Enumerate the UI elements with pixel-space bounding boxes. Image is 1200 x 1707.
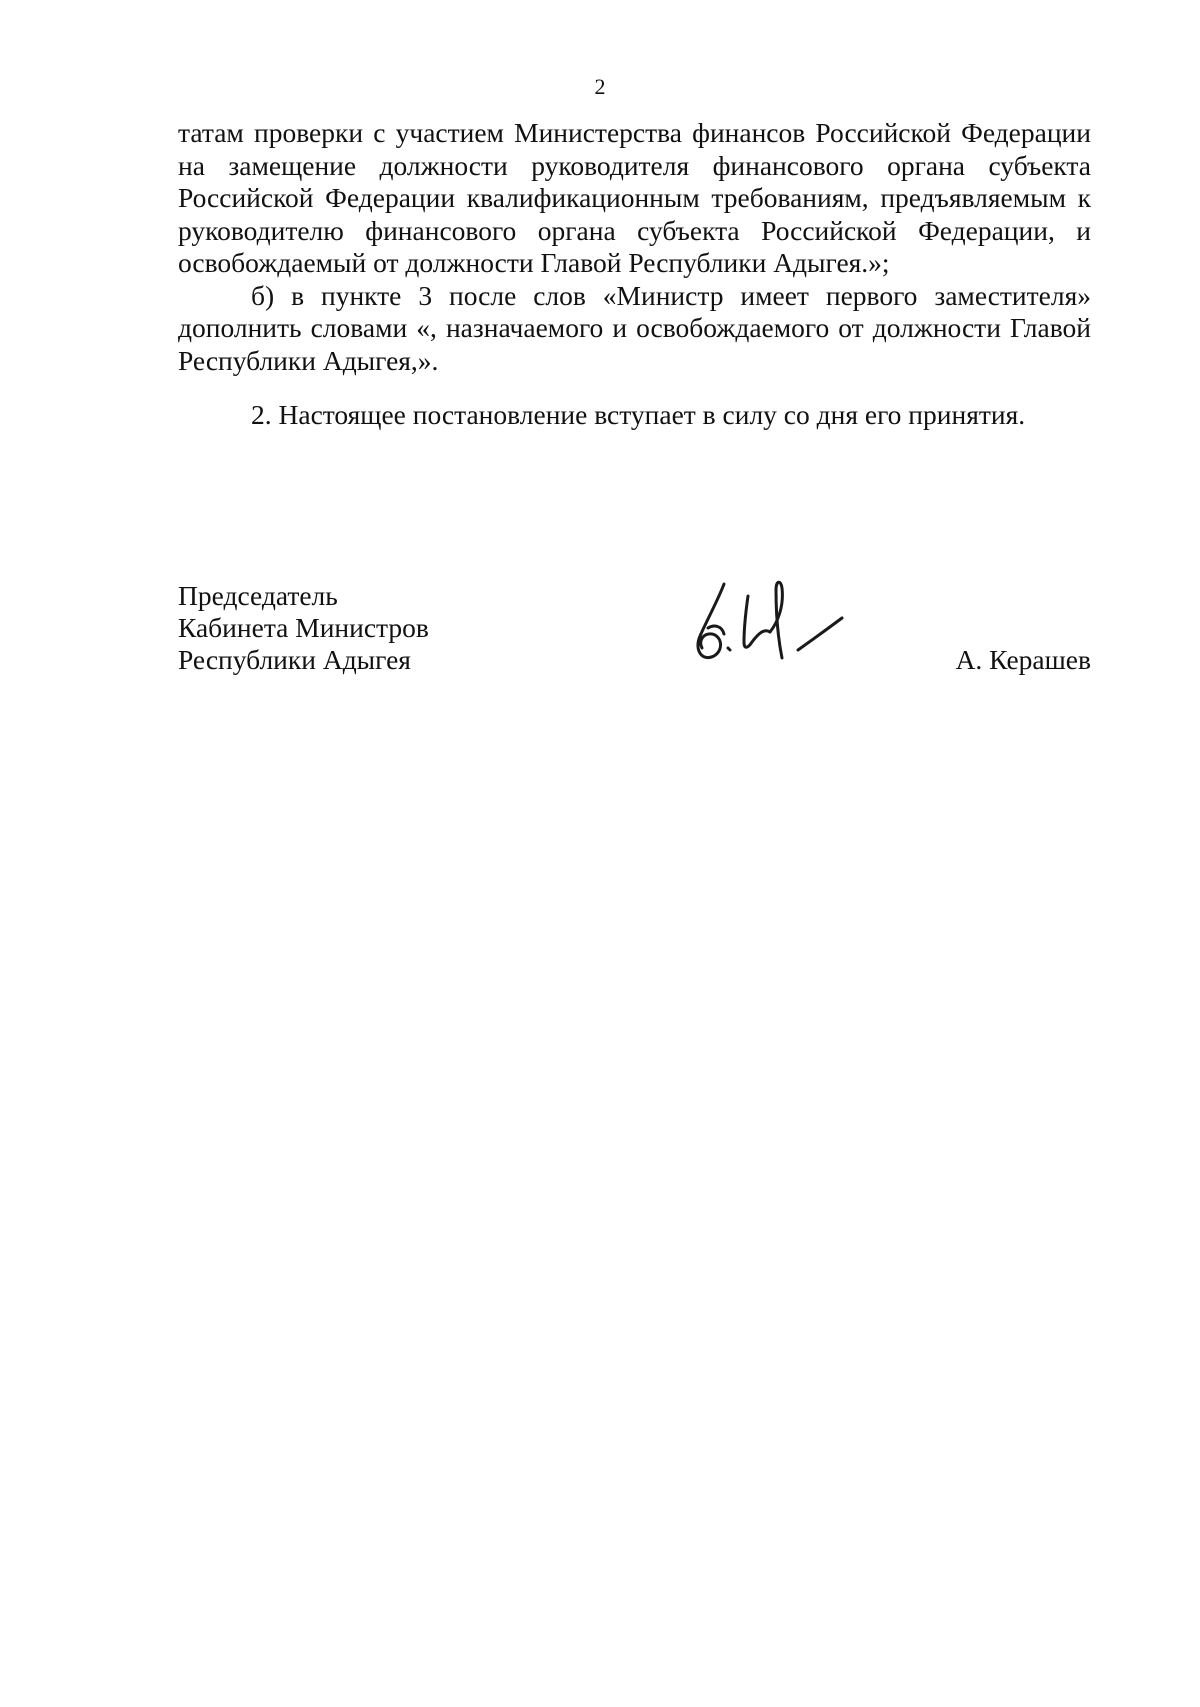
signer-name: А. Керашев — [955, 644, 1091, 675]
page-number: 2 — [594, 74, 606, 99]
signature-block — [178, 580, 1091, 690]
signer-title-line: Республики Адыгея — [178, 644, 411, 675]
document-body — [178, 117, 1091, 432]
signer-title — [178, 580, 429, 676]
paragraph-point-2: 2. Настоящее постановление вступает в силу со дня его принятия. — [251, 399, 1026, 430]
paragraph-continuation: татам проверки с участием Министерства финансов Российской Федерации на замещение должности руководителя финансового органа субъекта Российской Федерации квалификационным требованиям, предъявляемым к руководителю финансового органа субъекта Российской Федерации, и освобождаемый от должности Главой Республики Адыгея.»; — [178, 117, 1091, 278]
handwritten-signature — [678, 566, 858, 676]
signer-title-line: Кабинета Министров — [178, 612, 429, 643]
signer-title-line: Председатель — [178, 580, 338, 611]
paragraph-subpoint-b: б) в пункте 3 после слов «Министр имеет первого заместителя» дополнить словами «, назначаемого и освобождаемого от должности Главой Республики Адыгея,». — [178, 279, 1091, 376]
